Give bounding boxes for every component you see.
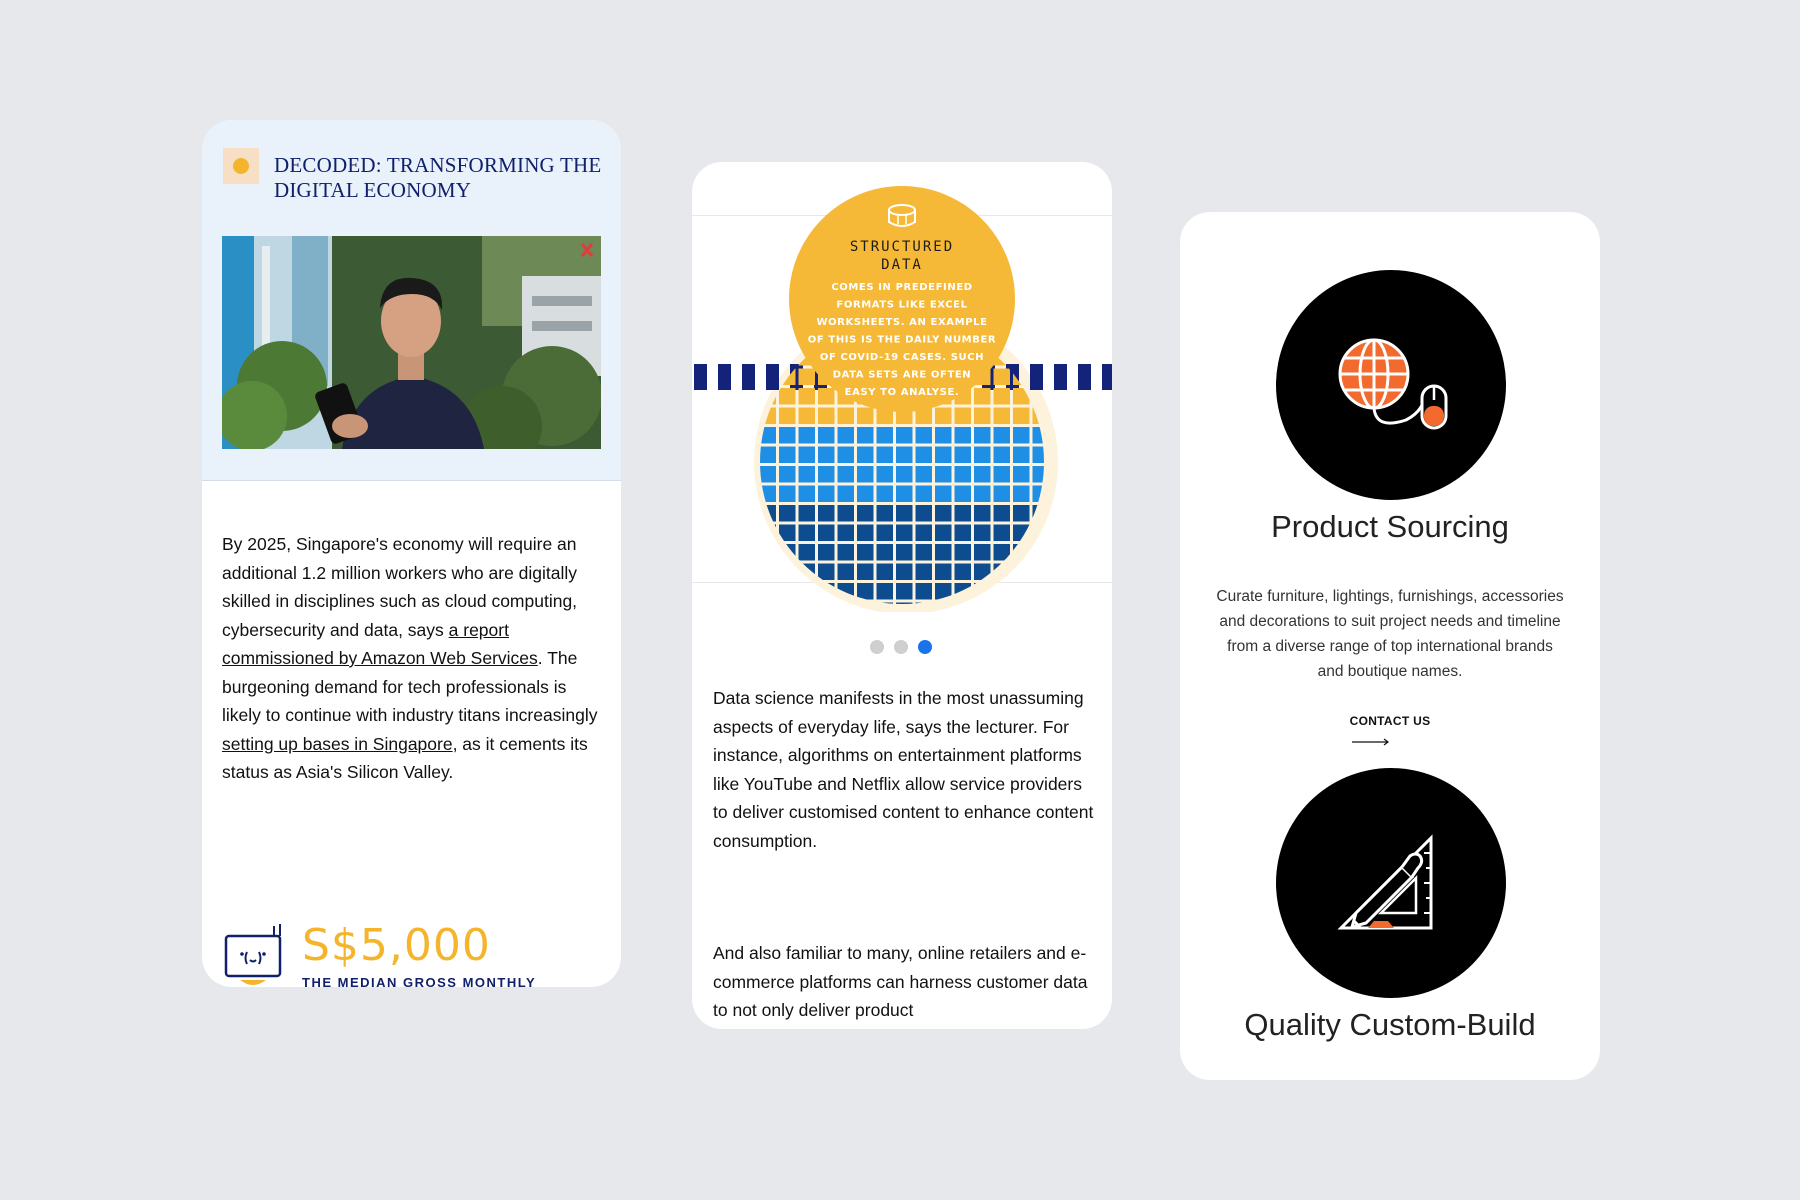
services-card [1180,212,1600,1080]
graphic-line: EASY TO ANALYSE. [844,387,960,398]
grid-cell [935,408,952,425]
grid-cell [896,427,913,444]
grid-cell [994,583,1011,600]
grid-cell [877,544,894,561]
grid-cell [896,466,913,483]
grid-cell [916,564,933,581]
grid-cell [799,544,816,561]
grid-cell [994,486,1011,503]
grid-cell [916,525,933,542]
grid-cell [955,466,972,483]
grid-cell [857,408,874,425]
carousel-dot[interactable] [894,640,908,654]
grid-cell [779,408,796,425]
grid-cell [1013,447,1030,464]
grid-cell [994,427,1011,444]
article-text: . The burgeoning demand for tech professionals is likely to continue with industry titans increasingly [222,648,598,725]
grid-cell [916,447,933,464]
grid-cell [838,544,855,561]
grid-cell [994,369,1011,386]
stripe-block [766,364,779,390]
grid-cell [857,447,874,464]
grid-cell [857,486,874,503]
grid-cell [760,466,777,483]
stripe-block [1054,364,1067,390]
article-body [222,530,607,787]
grid-cell [760,447,777,464]
article-text: , as it cements its status as Asia's Silicon Valley. [222,733,588,782]
grid-cell [896,525,913,542]
grid-cell [896,486,913,503]
grid-cell [1033,583,1050,600]
product-sourcing-badge [1276,270,1506,500]
service-heading: Quality Custom-Build [1244,1007,1536,1042]
grid-cell [935,544,952,561]
video-scene-image [222,236,601,449]
stripe-block [1078,364,1091,390]
grid-cell [1033,603,1050,613]
grid-cell [877,447,894,464]
grid-cell [916,544,933,561]
grid-cell [1013,486,1030,503]
grid-cell [994,525,1011,542]
grid-cell [799,486,816,503]
grid-cell [838,427,855,444]
grid-cell [877,466,894,483]
grid-cell [779,505,796,522]
grid-cell [818,525,835,542]
grid-cell [779,486,796,503]
grid-cell [857,427,874,444]
grid-cell [799,603,816,613]
grid-cell [779,603,796,613]
aws-report-link[interactable]: a report commissioned by Amazon Web Services [222,619,538,668]
grid-cell [838,564,855,581]
grid-cell [974,388,991,405]
grid-cell [877,583,894,600]
grid-cell [974,427,991,444]
grid-cell [974,603,991,613]
grid-cell [838,505,855,522]
grid-cell [994,466,1011,483]
grid-cell [779,388,796,405]
grid-cell [1013,583,1030,600]
grid-cell [1013,330,1030,347]
service-heading: Product Sourcing [1271,509,1509,544]
grid-cell [916,466,933,483]
grid-cell [1033,564,1050,581]
grid-cell [799,408,816,425]
grid-cell [799,583,816,600]
grid-cell [1013,466,1030,483]
grid-cell [935,466,952,483]
grid-cell [974,505,991,522]
video-thumbnail[interactable] [222,236,601,449]
carousel-indicators [870,640,934,654]
grid-cell [974,544,991,561]
grid-cell [877,427,894,444]
grid-cell [955,447,972,464]
globe-mouse-icon [1276,270,1506,500]
carousel-dot[interactable] [870,640,884,654]
graphic-title: STRUCTURED [849,239,955,255]
grid-cell [818,408,835,425]
service-description: Curate furniture, lightings, furnishings, accessories and decorations to suit project needs and timeline from a diverse range of top international brands and boutique names. [1216,588,1564,680]
grid-cell [838,603,855,613]
grid-cell [916,505,933,522]
grid-cell [994,603,1011,613]
grid-cell [896,447,913,464]
grid-cell [799,525,816,542]
stripe-block [694,364,707,390]
grid-cell [838,486,855,503]
grid-cell [799,427,816,444]
grid-cell [955,544,972,561]
grid-cell [955,486,972,503]
grid-cell [838,447,855,464]
paragraph: Data science manifests in the most unassuming aspects of everyday life, says the lecturer. For instance, algorithms on entertainment platforms like YouTube and Netflix allow service providers to deliver customised content to enhance content consumption. [713,688,1094,851]
grid-cell [779,427,796,444]
grid-cell [779,583,796,600]
grid-cell [994,505,1011,522]
grid-cell [877,525,894,542]
grid-cell [857,525,874,542]
data-science-card [692,162,1112,1029]
article-header [202,120,621,481]
grid-cell [935,525,952,542]
contact-us-link[interactable]: CONTACT US [1349,714,1431,728]
graphic-line: DATA SETS ARE OFTEN [832,369,972,381]
grid-cell [818,544,835,561]
bases-singapore-link[interactable]: setting up bases in Singapore [222,733,453,754]
grid-cell [838,466,855,483]
grid-cell [974,447,991,464]
grid-cell [1033,544,1050,561]
grid-cell [818,427,835,444]
stripe-block [1030,364,1043,390]
grid-cell [818,388,835,405]
grid-cell [799,369,816,386]
arrow-right-icon[interactable] [1352,738,1390,746]
grid-cell [857,505,874,522]
grid-cell [955,427,972,444]
grid-cell [818,486,835,503]
structured-data-graphic [692,162,1112,612]
grid-cell [955,505,972,522]
grid-cell [935,564,952,581]
grid-cell [818,466,835,483]
article-title: DECODED: TRANSFORMING THE DIGITAL ECONOMY [274,153,602,202]
stripe-block [1102,364,1112,390]
grid-cell [1013,505,1030,522]
graphic-line: COMES IN PREDEFINED [831,282,973,293]
grid-cell [779,330,796,347]
grid-cell [818,603,835,613]
paragraph: And also familiar to many, online retailers and e-commerce platforms can harness customer data to not only deliver product [713,943,1088,1020]
grid-cell [799,505,816,522]
stripe-block [718,364,731,390]
graphic-line: FORMATS LIKE EXCEL [836,299,968,311]
graphic-line: OF THIS IS THE DAILY NUMBER [807,334,997,346]
grid-cell [877,486,894,503]
grid-cell [896,544,913,561]
stat-caption: THE MEDIAN GROSS MONTHLY [302,975,537,987]
grid-cell [974,408,991,425]
grid-cell [818,447,835,464]
grid-cell [1013,427,1030,444]
grid-cell [818,505,835,522]
stat-value: S$5,000 [302,920,491,971]
grid-cell [877,505,894,522]
grid-cell [779,466,796,483]
grid-cell [779,447,796,464]
graphic-title: DATA [881,257,923,273]
title-bullet-icon [223,148,259,184]
carousel-dot-active[interactable] [918,640,932,654]
grid-cell [935,505,952,522]
grid-cell [760,583,777,600]
grid-cell [974,525,991,542]
grid-cell [916,486,933,503]
grid-cell [1013,408,1030,425]
graphic-line: OF COVID-19 CASES. SUCH [819,352,985,363]
grid-cell [799,447,816,464]
quality-custom-build-badge [1276,768,1506,998]
grid-cell [935,447,952,464]
grid-cell [779,564,796,581]
grid-cell [1033,349,1050,366]
graphic-line: WORKSHEETS. AN EXAMPLE [816,317,988,328]
grid-cell [760,564,777,581]
grid-cell [857,466,874,483]
stripe-block [742,364,755,390]
grid-cell [935,427,952,444]
grid-cell [760,349,777,366]
grid-cell [760,544,777,561]
grid-cell [974,486,991,503]
grid-cell [955,564,972,581]
grid-cell [955,525,972,542]
decoded-article-card [202,120,621,987]
grid-cell [760,603,777,613]
pencil-ruler-icon [1276,768,1506,998]
laptop-face-icon [222,922,288,987]
grid-cell [857,583,874,600]
grid-cell [896,505,913,522]
grid-cell [838,525,855,542]
grid-cell [838,408,855,425]
grid-cell [935,486,952,503]
grid-cell [857,564,874,581]
grid-cell [799,466,816,483]
article-text: By 2025, Singapore's economy will require an additional 1.2 million workers who are digitally skilled in disciplines such as cloud computing, cybersecurity and data, says [222,534,578,640]
grid-cell [818,564,835,581]
grid-cell [974,466,991,483]
grid-cell [877,564,894,581]
grid-cell [857,544,874,561]
grid-cell [760,330,777,347]
grid-cell [1013,603,1030,613]
grid-cell [1033,330,1050,347]
grid-cell [955,408,972,425]
grid-cell [896,564,913,581]
grid-cell [896,583,913,600]
grid-cell [916,427,933,444]
grid-cell [799,388,816,405]
grid-cell [994,447,1011,464]
grid-cell [916,583,933,600]
grid-cell [994,388,1011,405]
grid-cell [994,408,1011,425]
